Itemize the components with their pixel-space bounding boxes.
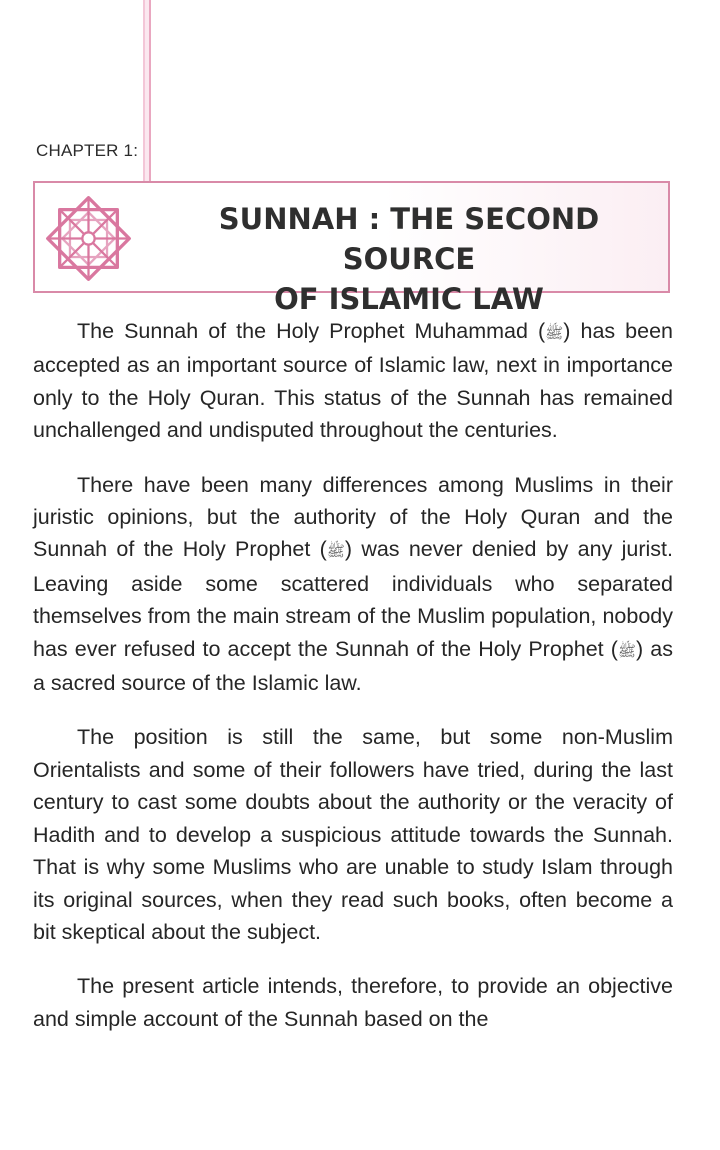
pbuh-honorific-icon: ﷺ — [326, 542, 345, 561]
paragraph-3: The position is still the same, but some non-Muslim Orientalists and some of their followers have tried, during the last century to cast some doubts about the authority or the veracity of Hadith and to develop a suspicious attitude towards the Sunnah. That is why some Muslims who are unable to study Islam through its original sources, when they read such books, often become a bit skeptical about the subject. — [33, 725, 673, 944]
paragraph-1-text-a: The Sunnah of the Holy Prophet Muhammad ( — [77, 319, 546, 343]
paragraph-1-text-b: ) has been accepted as an important source of Islamic law, next in importance only to the Holy Quran. This status of the Sunnah has remained unchallenged and undisputed throughout the centuries. — [33, 319, 674, 443]
star-emblem-icon — [37, 187, 140, 290]
pbuh-honorific-icon: ﷺ — [617, 641, 637, 660]
paragraph-2-text-b: ) was never denied by any jurist. Leaving aside some scattered individuals who separated themselves from the main stream of the Muslim population, nobody has ever refused to accept the Sunnah of the Holy Prophet ( — [33, 537, 673, 661]
paragraph-2-text-c: ) as a sacred source of the Islamic law. — [33, 636, 673, 696]
chapter-title-line-1: SUNNAH : THE SECOND SOURCE — [218, 202, 600, 276]
paragraph-2-text-a: There have been many differences among Muslims in their juristic opinions, but the authority of the Holy Quran and the Sunnah of the Holy Prophet ( — [33, 472, 673, 562]
chapter-title-line-2: OF ISLAMIC LAW — [274, 282, 544, 316]
paragraph-4: The present article intends, therefore, to provide an objective and simple account of the Sunnah based on the — [33, 974, 673, 1031]
chapter-label: CHAPTER 1: — [36, 141, 139, 160]
paragraph-1 — [33, 315, 673, 447]
chapter-title — [160, 199, 658, 319]
chapter-body — [33, 315, 673, 1035]
chapter-title-box — [33, 181, 670, 316]
paragraph-2 — [33, 469, 673, 700]
pbuh-honorific-icon: ﷺ — [545, 324, 564, 342]
